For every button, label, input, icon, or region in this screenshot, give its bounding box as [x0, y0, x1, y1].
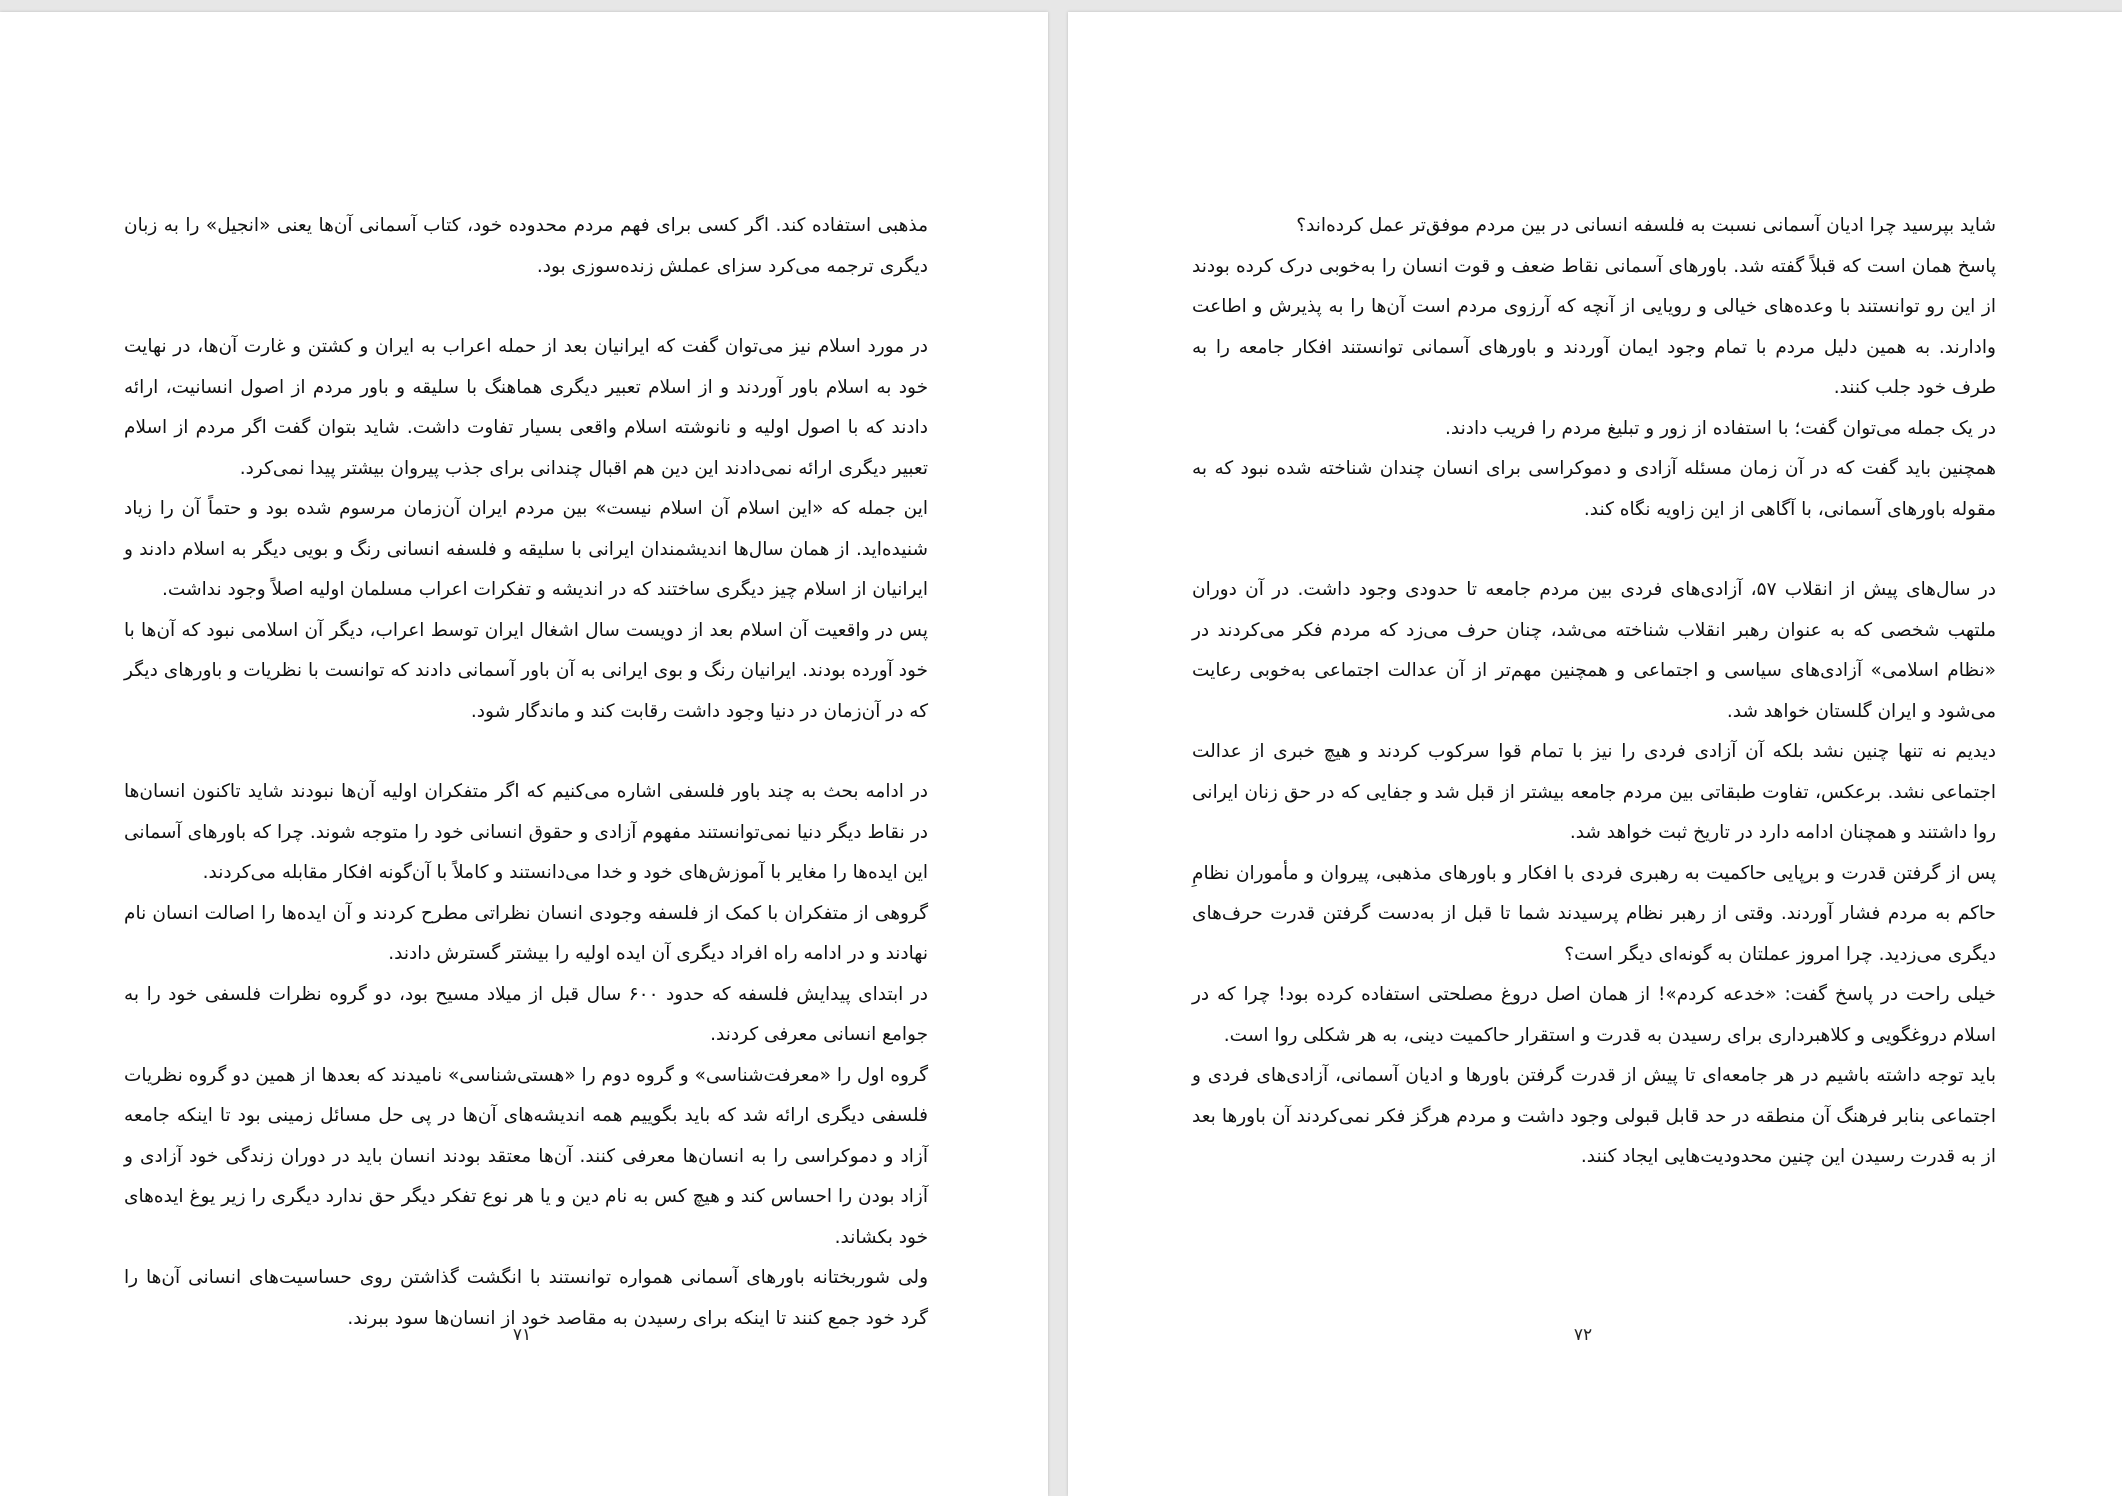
paragraph-gap [124, 732, 928, 772]
paragraph: این جمله که «این اسلام آن اسلام نیست» بین مردم ایران آن‌زمان مرسوم شده بود و حتماً آن را زیاد شنیده‌اید. از همان سال‌ها اندیشمندان ایرانی با سلیقه و فلسفه انسانی رنگ و بویی دیگر به اسلام دادند و ایرانیان از اسلام چیز دیگری ساختند که در اندیشه و تفکرات اعراب مسلمان اولیه اصلاً وجود نداشت. [124, 498, 928, 600]
paragraph: در یک جمله می‌توان گفت؛ با استفاده از زور و تبلیغ مردم را فریب دادند. [1445, 417, 1996, 439]
right-page-body [1192, 206, 1996, 1178]
paragraph: همچنین باید گفت که در آن زمان مسئله آزادی و دموکراسی برای انسان چندان شناخته شده نبود که به مقوله باورهای آسمانی، با آگاهی از این زاویه نگاه کند. [1192, 458, 1996, 520]
paragraph: پس در واقعیت آن اسلام بعد از دویست سال اشغال ایران توسط اعراب، دیگر آن اسلامی نبود که آن‌ها با خود آورده بودند. ایرانیان رنگ و بوی ایرانی به آن باور آسمانی دادند که توانست با نظریات و باورهای دیگر که در آن‌زمان در دنیا وجود داشت رقابت کند و ماندگار شود. [124, 619, 928, 722]
paragraph: پاسخ همان است که قبلاً گفته شد. باورهای آسمانی نقاط ضعف و قوت انسان را به‌خوبی درک کرده بودند از این رو توانستند با وعده‌های خیالی و رویایی از آنچه که آرزوی مردم است آن‌ها را به پذیرش و اطاعت وادارند. به همین دلیل مردم با تمام وجود ایمان آوردند و باورهای آسمانی توانستند افکار جامعه را به طرف خود جلب کنند. [1192, 255, 1996, 398]
paragraph-gap [1192, 530, 1996, 570]
paragraph: خیلی راحت در پاسخ گفت: «خدعه کردم»! از همان اصل دروغ مصلحتی استفاده کرده بود! چرا که در اسلام دروغگویی و کلاهبرداری برای رسیدن به قدرت و استقرار حاکمیت دینی، به هر شکلی روا است. [1192, 984, 1996, 1046]
paragraph: در ابتدای پیدایش فلسفه که حدود ۶۰۰ سال قبل از میلاد مسیح بود، دو گروه نظرات فلسفی خود را به جوامع انسانی معرفی کردند. [124, 983, 928, 1045]
paragraph: مذهبی استفاده کند. اگر کسی برای فهم مردم محدوده خود، کتاب آسمانی آن‌ها یعنی «انجیل» را به زبان دیگری ترجمه می‌کرد سزای عملش زنده‌سوزی بود. [124, 215, 928, 277]
paragraph: در مورد اسلام نیز می‌توان گفت که ایرانیان بعد از حمله اعراب به ایران و کشتن و غارت آن‌ها، در نهایت خود به اسلام باور آوردند و از اسلام تعبیر دیگری هماهنگ با سلیقه و باور مردم از اصول انسانیت، ارائه دادند که با اصول اولیه و نانوشته اسلام واقعی بسیار تفاوت داشت. شاید بتوان گفت اگر مردم از اسلام تعبیر دیگری ارائه نمی‌دادند این دین هم اقبال چندانی برای جذب پیروان بیشتر پیدا نمی‌کرد. [124, 336, 928, 479]
right-page [1068, 12, 2122, 1496]
paragraph: دیدیم نه تنها چنین نشد بلکه آن آزادی فردی را نیز با تمام قوا سرکوب کردند و هیچ خبری از عدالت اجتماعی نشد. برعکس، تفاوت طبقاتی بین مردم جامعه بیشتر از قبل شد و جفایی که در حق زنان ایرانی روا داشتند و همچنان ادامه دارد در تاریخ ثبت خواهد شد. [1192, 741, 1996, 843]
paragraph: در سال‌های پیش از انقلاب ۵۷، آزادی‌های فردی بین مردم جامعه تا حدودی وجود داشت. در آن دوران ملتهب شخصی که به عنوان رهبر انقلاب شناخته می‌شد، چنان حرف می‌زد که مردم فکر می‌کردند در «نظام اسلامی» آزادی‌های سیاسی و اجتماعی و همچنین مهم‌تر از آن عدالت اجتماعی به‌خوبی رعایت می‌شود و ایران گلستان خواهد شد. [1192, 579, 1996, 722]
page-number: ۷۲ [1573, 1325, 1593, 1345]
paragraph-gap [124, 287, 928, 327]
paragraph: گروهی از متفکران با کمک از فلسفه وجودی انسان نظراتی مطرح کردند و آن ایده‌ها را اصالت انسان نام نهادند و در ادامه راه افراد دیگری آن ایده اولیه را بیشتر گسترش دادند. [124, 902, 928, 964]
left-page [0, 12, 1048, 1496]
paragraph: شاید بپرسید چرا ادیان آسمانی نسبت به فلسفه انسانی در بین مردم موفق‌تر عمل کرده‌اند؟ [1296, 215, 1996, 236]
page-number: ۷۱ [512, 1325, 532, 1345]
paragraph: گروه اول را «معرفت‌شناسی» و گروه دوم را «هستی‌شناسی» نامیدند که بعدها از همین دو گروه نظریات فلسفی دیگری ارائه شد که باید بگوییم همه اندیشه‌های آن‌ها در پی حل مسائل زمینی بود تا اینکه جامعه آزاد و دموکراسی را به انسان‌ها معرفی کنند. آن‌ها معتقد بودند انسان باید در دوران زندگی خود آزادی و آزاد بودن را احساس کند و هیچ کس به نام دین و یا هر نوع تفکر دیگر حق ندارد دیگری را زیر یوغ ایده‌های خود بکشاند. [124, 1064, 928, 1248]
paragraph: در ادامه بحث به چند باور فلسفی اشاره می‌کنیم که اگر متفکران اولیه آن‌ها نبودند شاید تاکنون انسان‌ها در نقاط دیگر دنیا نمی‌توانستند مفهوم آزادی و حقوق انسانی خود را متوجه شوند. چرا که باورهای آسمانی این ایده‌ها را مغایر با آموزش‌های خود و خدا می‌دانستند و کاملاً با آن‌گونه افکار مقابله می‌کردند. [124, 781, 928, 883]
paragraph: باید توجه داشته باشیم در هر جامعه‌ای تا پیش از قدرت گرفتن باورها و ادیان آسمانی، آزادی‌های فردی و اجتماعی بنابر فرهنگ آن منطقه در حد قابل قبولی وجود داشت و مردم هرگز فکر نمی‌کردند آن باورها بعد از به قدرت رسیدن این چنین محدودیت‌هایی ایجاد کنند. [1192, 1065, 1996, 1167]
paragraph: پس از گرفتن قدرت و برپایی حاکمیت به رهبری فردی با افکار و باورهای مذهبی، پیروان و مأموران نظامِ حاکم به مردم فشار آوردند. وقتی از رهبر نظام پرسیدند شما تا قبل از به‌دست گرفتن قدرت حرف‌های دیگری می‌زدید. چرا امروز عملتان به گونه‌ای دیگر است؟ [1192, 862, 1996, 965]
left-page-body [124, 206, 928, 1339]
paragraph: ولی شوربختانه باورهای آسمانی همواره توانستند با انگشت گذاشتن روی حساسیت‌های انسانی آن‌ها را گرد خود جمع کنند تا اینکه برای رسیدن به مقاصد خود از انسان‌ها سود ببرند. [124, 1267, 928, 1329]
